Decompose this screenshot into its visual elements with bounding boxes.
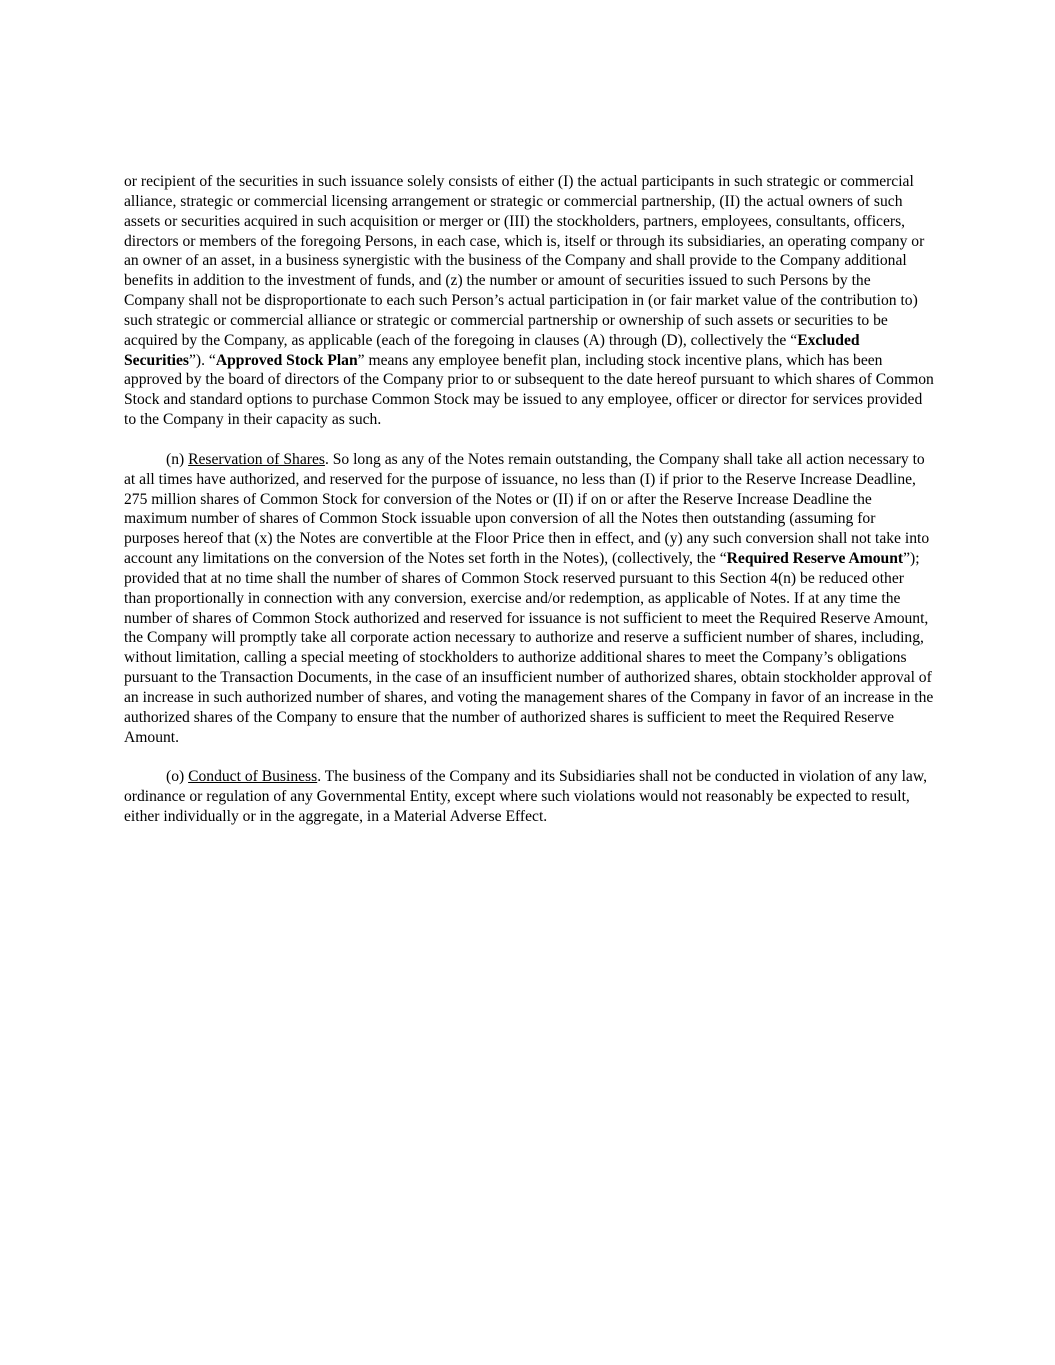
paragraph-text: ”); provided that at no time shall the number of shares of Common Stock reserved pursuant to this Section 4(n) be reduced other than proportionally in connection with any conversion, exercise and/or redemption, as applicable of Notes. If at any time the number of shares of Common Stock authorized and reserved for issuance is not sufficient to meet the Required Reserve Amount, the Company will promptly take all corporate action necessary to authorize and reserve a sufficient number of shares, including, without limitation, calling a special meeting of stockholders to authorize additional shares to meet the Company’s obligations pursuant to the Transaction Documents, in the case of an insufficient number of authorized shares, obtain stockholder approval of an increase in such authorized number of shares, and voting the management shares of the Company in favor of an increase in the authorized shares of the Company to ensure that the number of authorized shares is sufficient to meet the Required Reserve Amount. bbox=[124, 550, 934, 746]
paragraph-text: . The business of the Company and its Subsidiaries shall not be conducted in violation of any law, ordinance or regulation of any Governmental Entity, except where such violations would not reasonably be expected to result, either individually or in the aggregate, in a Material Adverse Effect. bbox=[124, 768, 927, 825]
paragraph-text: ” means any employee benefit plan, including stock incentive plans, which has been approved by the board of directors of the Company prior to or subsequent to the date hereof pursuant to which shares of Common Stock and standard options to purchase Common Stock may be issued to any employee, officer or director for services provided to the Company in their capacity as such. bbox=[124, 351, 934, 429]
paragraph-text: or recipient of the securities in such issuance solely consists of either (I) the actual participants in such strategic or commercial alliance, strategic or commercial licensing arrangement or strategic or commercial partnership, (II) the actual owners of such assets or securities acquired in such acquisition or merger or (III) the stockholders, partners, employees, consultants, officers, directors or members of the foregoing Persons, in each case, which is, itself or through its subsidiaries, an operating company or an owner of an asset, in a business synergistic with the business of the Company and shall provide to the Company additional benefits in addition to the investment of funds, and (z) the number or amount of securities issued to such Persons by the Company shall not be disproportionate to each such Person’s actual participation in (or fair market value of the contribution to) such strategic or commercial alliance or strategic or commercial partnership or ownership of such assets or securities to be acquired by the Company, as applicable (each of the foregoing in clauses (A) through (D), collectively the “ bbox=[124, 173, 925, 349]
section-o-conduct-of-business bbox=[124, 767, 934, 827]
defined-term-excluded-securities: Excluded Securities bbox=[124, 331, 860, 369]
section-heading: Reservation of Shares bbox=[188, 450, 325, 468]
defined-term-required-reserve-amount: Required Reserve Amount bbox=[726, 550, 904, 568]
document-body bbox=[124, 172, 934, 827]
section-heading: Conduct of Business bbox=[188, 768, 318, 786]
section-label: (n) bbox=[166, 450, 189, 468]
paragraph-text: . So long as any of the Notes remain outstanding, the Company shall take all action necessary to at all times have authorized, and reserved for the purpose of issuance, no less than (I) if prior to the Reserve Increase Deadline, 275 million shares of Common Stock for conversion of the Notes or (II) if on or after the Reserve Increase Deadline the maximum number of shares of Common Stock issuable upon conversion of all the Notes then outstanding (assuming for purposes hereof that (x) the Notes are convertible at the Floor Price then in effect, and (y) any such conversion shall not take into account any limitations on the conversion of the Notes set forth in the Notes), (collectively, the “ bbox=[124, 450, 930, 568]
section-label: (o) bbox=[166, 768, 189, 786]
paragraph-excluded-securities bbox=[124, 172, 934, 430]
defined-term-approved-stock-plan: Approved Stock Plan bbox=[215, 351, 358, 369]
paragraph-text: ”). “ bbox=[188, 351, 216, 369]
section-n-reservation-of-shares bbox=[124, 450, 934, 748]
